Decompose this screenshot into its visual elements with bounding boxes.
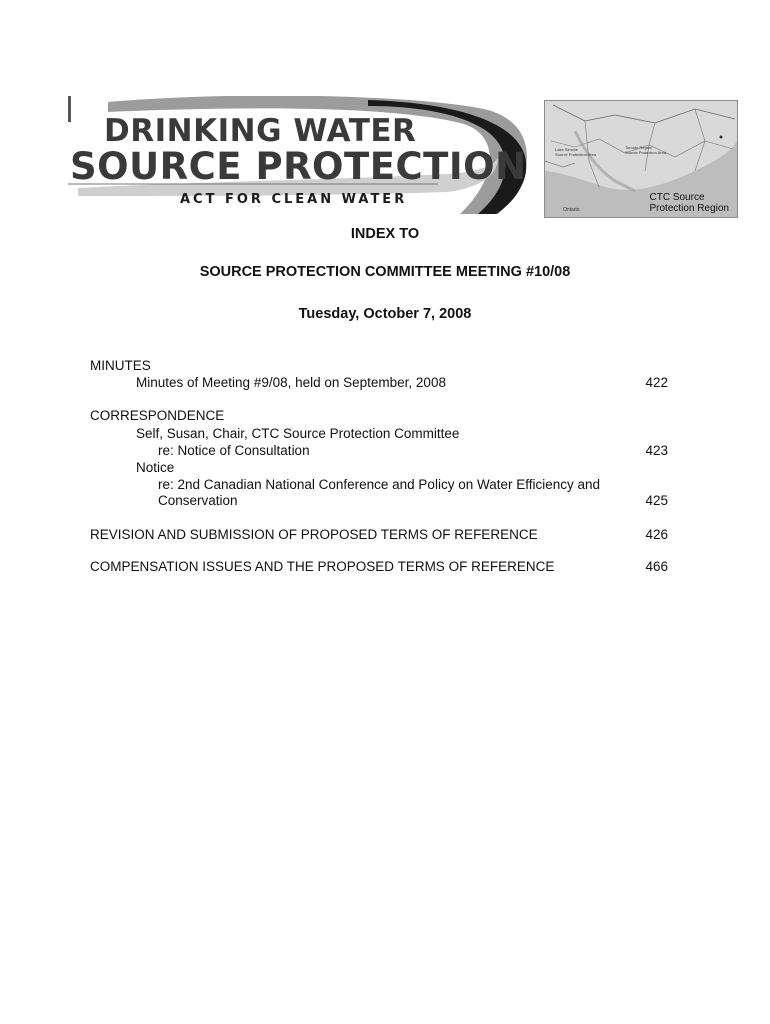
logo-line-1: DRINKING WATER bbox=[104, 113, 417, 149]
minutes-heading: MINUTES bbox=[90, 358, 151, 373]
correspondence-item-2-line-2: re: 2nd Canadian National Conference and Policy on Water Efficiency and bbox=[158, 477, 601, 492]
revision-heading: REVISION AND SUBMISSION OF PROPOSED TERMS OF REFERENCE bbox=[90, 527, 538, 542]
logo-tagline: ACT FOR CLEAN WATER bbox=[180, 192, 408, 207]
correspondence-item-1-line-1: Self, Susan, Chair, CTC Source Protection Committee bbox=[136, 426, 460, 441]
correspondence-heading: CORRESPONDENCE bbox=[90, 408, 225, 423]
ctc-region-map bbox=[544, 100, 738, 218]
meeting-date: Tuesday, October 7, 2008 bbox=[298, 306, 472, 322]
index-title: INDEX TO bbox=[350, 226, 420, 242]
revision-page-number: 426 bbox=[645, 527, 668, 542]
meeting-title: SOURCE PROTECTION COMMITTEE MEETING #10/08 bbox=[199, 264, 571, 280]
correspondence-item-1-line-2: re: Notice of Consultation bbox=[158, 443, 310, 458]
correspondence-item-1-page-number: 423 bbox=[645, 443, 668, 458]
correspondence-item-2-page-number: 425 bbox=[645, 493, 668, 508]
map-label-toronto: Toronto Region Source Protection Area bbox=[625, 145, 667, 155]
correspondence-item-2-line-1: Notice bbox=[136, 460, 175, 475]
compensation-heading: COMPENSATION ISSUES AND THE PROPOSED TERMS OF REFERENCE bbox=[90, 559, 555, 574]
logo-line-2: SOURCE PROTECTION bbox=[70, 145, 527, 188]
map-label-ontario: Ontario bbox=[563, 207, 580, 213]
minutes-page-number: 422 bbox=[645, 375, 668, 390]
map-label-lake-simcoe: Lake Simcoe Source Protection Area bbox=[555, 147, 597, 157]
drinking-water-logo bbox=[68, 96, 534, 214]
map-region-label: CTC Source Protection Region bbox=[649, 192, 729, 214]
compensation-page-number: 466 bbox=[645, 559, 668, 574]
correspondence-item-2-line-3: Conservation bbox=[158, 493, 238, 508]
minutes-item: Minutes of Meeting #9/08, held on September, 2008 bbox=[136, 375, 446, 390]
